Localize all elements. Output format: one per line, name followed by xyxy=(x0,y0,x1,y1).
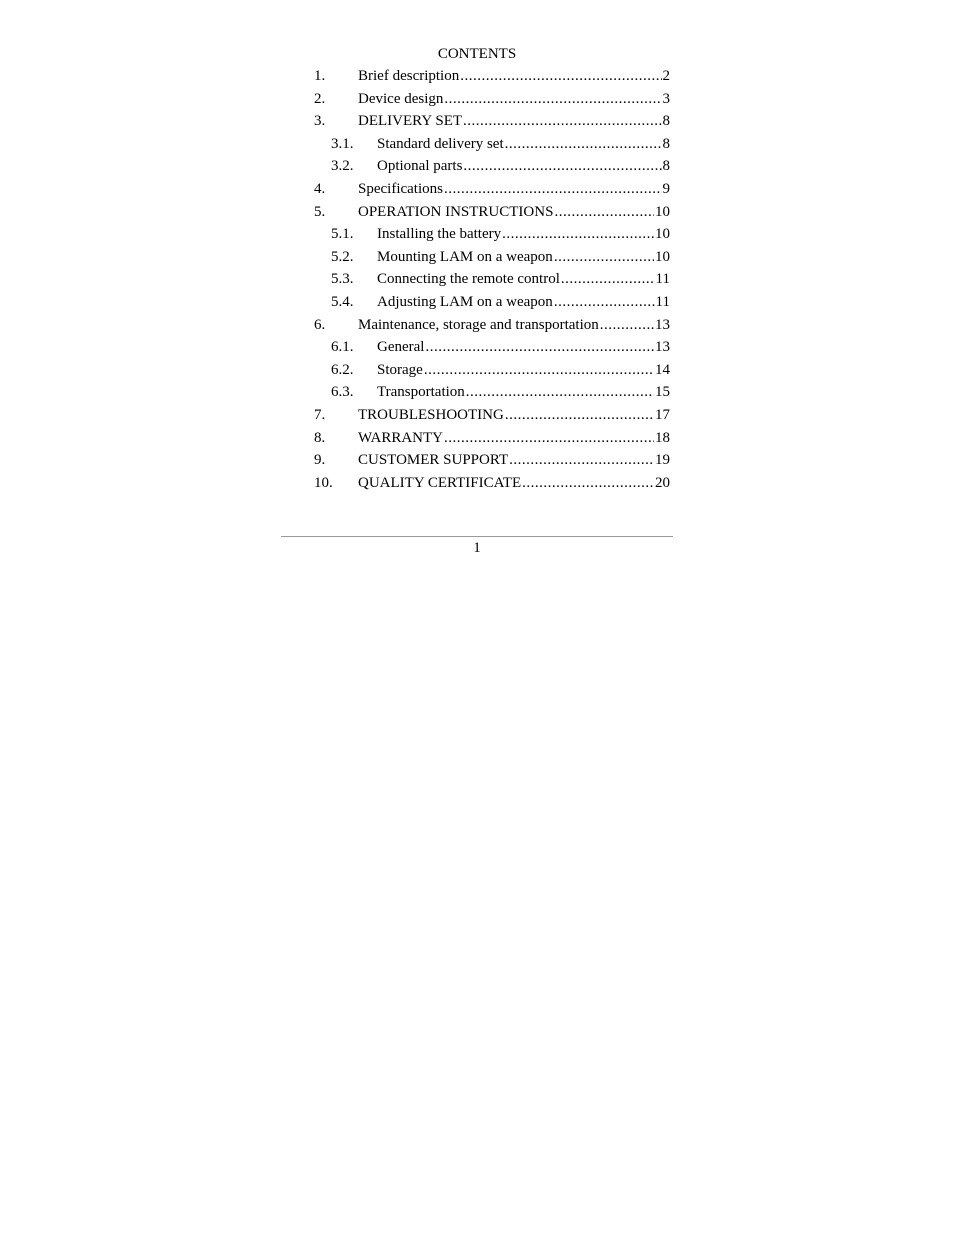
toc-entry-body xyxy=(358,427,670,450)
toc-subentry[interactable] xyxy=(314,268,670,291)
toc-dot-leader xyxy=(460,65,661,88)
toc-entry-number: 3.2. xyxy=(331,158,354,175)
footer-divider xyxy=(281,536,673,537)
toc-entry-number: 10. xyxy=(314,474,333,491)
toc-entry[interactable] xyxy=(314,427,670,450)
toc-dot-leader xyxy=(505,404,654,427)
toc-entry-page: 13 xyxy=(655,316,670,333)
toc-entry-title: Installing the battery xyxy=(377,226,502,243)
toc-entry-title: Adjusting LAM on a weapon xyxy=(377,293,553,310)
toc-entry-page: 3 xyxy=(662,90,670,107)
toc-entry-body xyxy=(358,449,670,472)
toc-dot-leader xyxy=(424,359,654,382)
toc-entry-title: CUSTOMER SUPPORT xyxy=(358,452,509,469)
toc-entry-number: 5.4. xyxy=(331,293,354,310)
toc-entry-page: 20 xyxy=(655,474,670,491)
toc-entry-body xyxy=(358,314,670,337)
toc-entry-number: 3.1. xyxy=(331,135,354,152)
contents-heading: CONTENTS xyxy=(437,46,517,62)
toc-dot-leader xyxy=(554,201,654,224)
toc-entry-page: 8 xyxy=(662,113,670,130)
toc-entry[interactable] xyxy=(314,201,670,224)
toc-entry-title: Standard delivery set xyxy=(377,135,504,152)
toc-entry-page: 8 xyxy=(662,158,670,175)
toc-entry-number: 5.2. xyxy=(331,248,354,265)
toc-entry-body xyxy=(358,201,670,224)
toc-subentry[interactable] xyxy=(314,381,670,404)
toc-entry-number: 5.3. xyxy=(331,271,354,288)
toc-entry-body xyxy=(377,268,670,291)
toc-subentry[interactable] xyxy=(314,359,670,382)
toc-entry-title: Storage xyxy=(377,361,423,378)
toc-entry-title: Mounting LAM on a weapon xyxy=(377,248,553,265)
toc-entry-number: 6.1. xyxy=(331,339,354,356)
toc-entry-page: 13 xyxy=(655,339,670,356)
toc-entry-number: 6.3. xyxy=(331,384,354,401)
toc-entry-number: 6. xyxy=(314,316,326,333)
toc-entry[interactable] xyxy=(314,449,670,472)
toc-entry-number: 2. xyxy=(314,90,326,107)
toc-entry-number: 1. xyxy=(314,68,326,84)
toc-entry-body xyxy=(358,404,670,427)
toc-entry-page: 10 xyxy=(655,248,670,265)
toc-entry-body xyxy=(358,65,670,88)
table-of-contents xyxy=(314,65,670,494)
toc-entry-body xyxy=(358,178,670,201)
toc-entry-number: 5.1. xyxy=(331,226,354,243)
toc-entry-page: 10 xyxy=(655,203,670,220)
toc-entry-number: 6.2. xyxy=(331,361,354,378)
toc-dot-leader xyxy=(554,246,654,269)
toc-entry-title: OPERATION INSTRUCTIONS xyxy=(358,203,554,220)
toc-entry-title: Transportation xyxy=(377,384,465,401)
toc-dot-leader xyxy=(509,449,654,472)
toc-entry-title: Device design xyxy=(358,90,444,107)
toc-entry-body xyxy=(377,133,670,156)
toc-entry-page: 11 xyxy=(655,293,670,310)
toc-entry-body xyxy=(377,291,670,314)
toc-dot-leader xyxy=(425,336,654,359)
toc-entry[interactable] xyxy=(314,88,670,111)
toc-entry-title: Brief description xyxy=(358,68,460,84)
toc-entry-page: 2 xyxy=(662,68,670,84)
toc-entry-title: General xyxy=(377,339,425,356)
toc-entry-body xyxy=(358,110,670,133)
toc-entry-title: TROUBLESHOOTING xyxy=(358,406,504,423)
toc-entry-number: 8. xyxy=(314,429,326,446)
toc-entry[interactable] xyxy=(314,314,670,337)
page-number: 1 xyxy=(473,540,481,556)
toc-entry-title: Specifications xyxy=(358,180,443,197)
toc-entry-title: QUALITY CERTIFICATE xyxy=(358,474,522,491)
toc-entry-page: 19 xyxy=(655,452,670,469)
toc-subentry[interactable] xyxy=(314,155,670,178)
toc-entry-number: 7. xyxy=(314,406,326,423)
toc-subentry[interactable] xyxy=(314,291,670,314)
toc-dot-leader xyxy=(466,381,654,404)
toc-subentry[interactable] xyxy=(314,246,670,269)
toc-dot-leader xyxy=(554,291,655,314)
toc-dot-leader xyxy=(444,88,661,111)
toc-dot-leader xyxy=(561,268,655,291)
toc-entry-page: 17 xyxy=(655,406,670,423)
toc-entry-title: Optional parts xyxy=(377,158,463,175)
toc-entry-title: Maintenance, storage and transportation xyxy=(358,316,599,333)
toc-entry-body xyxy=(377,381,670,404)
toc-entry-page: 10 xyxy=(655,226,670,243)
toc-dot-leader xyxy=(444,178,662,201)
toc-entry[interactable] xyxy=(314,472,670,495)
toc-entry-body xyxy=(358,472,670,495)
toc-entry-title: WARRANTY xyxy=(358,429,443,446)
toc-dot-leader xyxy=(522,472,654,495)
toc-entry[interactable] xyxy=(314,178,670,201)
toc-entry-title: Connecting the remote control xyxy=(377,271,560,288)
toc-subentry[interactable] xyxy=(314,133,670,156)
toc-entry-page: 14 xyxy=(655,361,670,378)
toc-dot-leader xyxy=(600,314,654,337)
toc-entry-number: 9. xyxy=(314,452,326,469)
toc-entry-number: 3. xyxy=(314,113,326,130)
toc-entry-body xyxy=(377,223,670,246)
toc-entry-body xyxy=(377,336,670,359)
toc-dot-leader xyxy=(444,427,654,450)
toc-entry-page: 11 xyxy=(655,271,670,288)
toc-entry-number: 4. xyxy=(314,180,326,197)
toc-dot-leader xyxy=(463,110,661,133)
toc-subentry[interactable] xyxy=(314,223,670,246)
toc-entry-number: 5. xyxy=(314,203,326,220)
toc-entry-body xyxy=(377,359,670,382)
toc-dot-leader xyxy=(502,223,654,246)
toc-entry-title: DELIVERY SET xyxy=(358,113,463,130)
toc-entry-page: 15 xyxy=(655,384,670,401)
toc-entry-body xyxy=(377,246,670,269)
toc-entry-body xyxy=(358,88,670,111)
toc-entry-page: 8 xyxy=(662,135,670,152)
toc-subentry[interactable] xyxy=(314,336,670,359)
toc-entry-body xyxy=(377,155,670,178)
toc-dot-leader xyxy=(463,155,661,178)
toc-entry[interactable] xyxy=(314,404,670,427)
toc-entry[interactable] xyxy=(314,110,670,133)
toc-dot-leader xyxy=(505,133,662,156)
toc-entry-page: 9 xyxy=(662,180,670,197)
toc-entry-page: 18 xyxy=(655,429,670,446)
toc-entry[interactable] xyxy=(314,65,670,88)
